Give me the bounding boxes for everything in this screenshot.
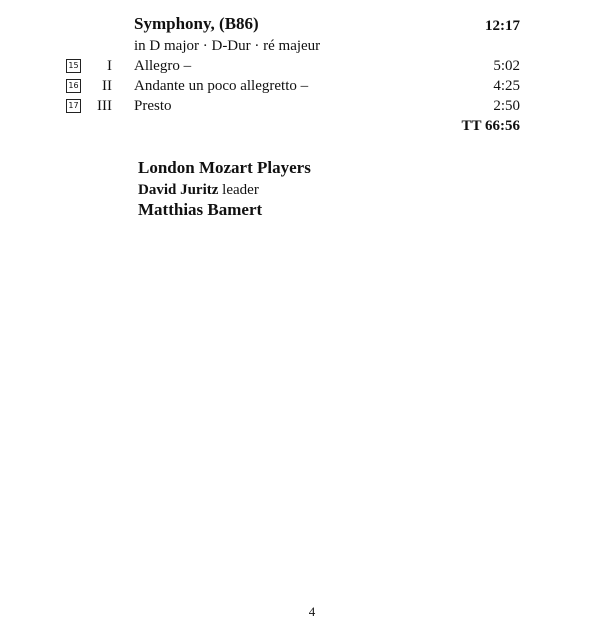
performer-leader bbox=[138, 180, 259, 200]
movement-number: III bbox=[97, 98, 112, 114]
movement-row bbox=[0, 96, 600, 116]
total-time: TT 66:56 bbox=[461, 118, 520, 134]
movement-number: II bbox=[102, 78, 112, 94]
work-key: in D major · D-Dur · ré majeur bbox=[134, 38, 321, 54]
movement-number: I bbox=[107, 58, 112, 74]
leader-role: leader bbox=[218, 182, 259, 198]
movement-row bbox=[0, 76, 600, 96]
track-number-badge: 16 bbox=[66, 79, 81, 93]
movement-duration: 2:50 bbox=[493, 98, 520, 114]
track-number-badge: 15 bbox=[66, 59, 81, 73]
movement-row bbox=[0, 56, 600, 76]
performer-orchestra: London Mozart Players bbox=[138, 158, 311, 177]
movement-title: Allegro – bbox=[134, 58, 192, 74]
movement-title: Presto bbox=[134, 98, 172, 114]
movement-title: Andante un poco allegretto – bbox=[134, 78, 309, 94]
leader-name: David Juritz bbox=[138, 182, 219, 198]
work-duration: 12:17 bbox=[485, 18, 520, 34]
movement-duration: 5:02 bbox=[493, 58, 520, 74]
movement-duration: 4:25 bbox=[493, 78, 520, 94]
track-number-badge: 17 bbox=[66, 99, 81, 113]
work-title: Symphony, (B86) bbox=[134, 14, 259, 33]
performer-conductor: Matthias Bamert bbox=[138, 200, 263, 219]
page-number: 4 bbox=[308, 604, 316, 619]
